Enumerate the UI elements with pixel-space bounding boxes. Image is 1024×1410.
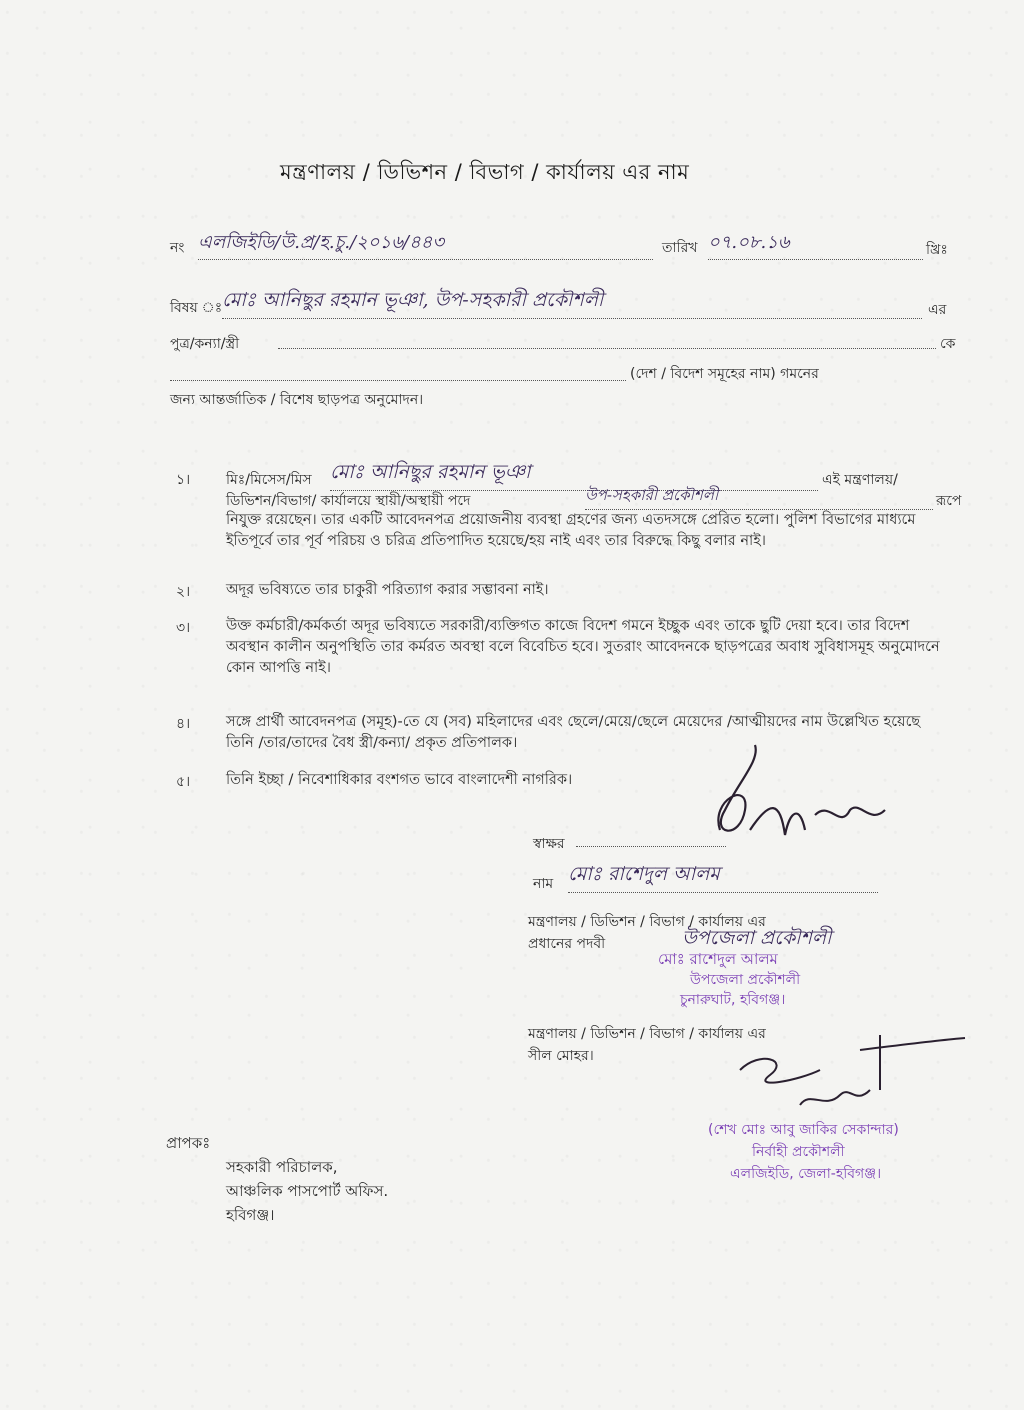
date-value: ০৭.০৮.১৬ [708, 228, 923, 260]
subject-line3: জন্য আন্তর্জাতিক / বিশেষ ছাড়পত্র অনুমোদন। [170, 392, 424, 408]
seal-line1: মন্ত্রণালয় / ডিভিশন / বিভাগ / কার্যালয় এর [528, 1026, 766, 1042]
para-1-number: ১। [176, 472, 191, 488]
subject-value: মোঃ আনিছুর রহমান ভূঞা, উপ-সহকারী প্রকৌশলী [222, 286, 922, 319]
ref-no-value: এলজিইডি/উ.প্র/হ.চু./২০১৬/৪৪৩ [198, 228, 653, 260]
para-1-text3: রূপে [936, 493, 962, 509]
para-3-text: উক্ত কর্মচারী/কর্মকর্তা অদূর ভবিষ্যতে সরকারী/ব্যক্তিগত কাজে বিদেশ গমনে ইচ্ছুক এবং তাকে ছুটি দেয়া হবে। তার বিদেশ অবস্থান কালীন অনুপস্থিতি তার কর্মরত অবস্থা বলে বিবেচিত হবে। সুতরাং আবেদনকে ছাড়পত্রের অবাধ সুবিধাসমূহ অনুমোদনে কোন আপত্তি নাই। [226, 618, 940, 676]
stamp-2-line1: (শেখ মোঃ আবু জাকির সেকান্দার) [708, 1122, 899, 1138]
stamp-1-line1: মোঃ রাশেদুল আলম [658, 950, 778, 968]
para-1-text1: এই মন্ত্রণালয়/ [822, 472, 898, 488]
countries-blank [170, 366, 626, 381]
para-5-text: তিনি ইচ্ছা / নিবেশাধিকার বংশগত ভাবে বাংলাদেশী নাগরিক। [226, 772, 573, 788]
seal-line2: সীল মোহর। [528, 1048, 594, 1064]
date-suffix: খ্রিঃ [926, 242, 948, 258]
stamp-1-line3: চুনারুঘাট, হবিগঞ্জ। [680, 992, 786, 1008]
relation-blank [278, 334, 936, 349]
stamp-1-line2: উপজেলা প্রকৌশলী [690, 972, 801, 988]
office-line1: মন্ত্রণালয় / ডিভিশন / বিভাগ / কার্যালয় এর [528, 914, 766, 930]
para-1-prefix: মিঃ/মিসেস/মিস [226, 472, 312, 488]
recipient-line1: সহকারী পরিচালক, [226, 1158, 338, 1176]
subject-suffix: এর [928, 302, 947, 318]
para-1-rest: নিযুক্ত রয়েছেন। তার একটি আবেদনপত্র প্রয়োজনীয় ব্যবস্থা গ্রহণের জন্য এতদসঙ্গে প্রেরিত হলো। পুলিশ বিভাগের মাধ্যমে ইতিপূর্বে তার পূর্ব পরিচয় ও চরিত্র প্রতিপাদিত হয়েছে/হয় নাই এবং তার বিরুদ্ধে কিছু বলার নাই। [226, 512, 916, 549]
ref-no-label: নং [170, 240, 185, 256]
para-4-text: সঙ্গে প্রার্থী আবেদনপত্র (সমূহ)-তে যে (সব) মহিলাদের এবং ছেলে/মেয়ে/ছেলে মেয়েদের /আত্মীয়দের নাম উল্লেখিত হয়েছে তিনি /তার/তাদের বৈধ স্ত্রী/কন্যা/ প্রকৃত প্রতিপালক। [226, 714, 921, 751]
para-1-text2: ডিভিশন/বিভাগ/ কার্যালয়ে স্থায়ী/অস্থায়ী পদে [226, 493, 471, 509]
name-value: মোঃ রাশেদুল আলম [568, 860, 878, 893]
sign-label: স্বাক্ষর [533, 836, 565, 852]
sign-blank [576, 840, 726, 847]
subject-label: বিষয় ঃ [170, 300, 223, 316]
para-2-number: ২। [176, 584, 191, 600]
para-4-number: ৪। [176, 716, 191, 732]
recipient-label: প্রাপকঃ [166, 1134, 211, 1152]
date-label: তারিখ [662, 240, 698, 256]
para-5-number: ৫। [176, 774, 191, 790]
office-line2: প্রধানের পদবী [528, 936, 606, 952]
signature-scribble-2 [730, 1030, 970, 1120]
page-title: মন্ত্রণালয় / ডিভিশন / বিভাগ / কার্যালয় এর নাম [280, 160, 690, 184]
stamp-2-line3: এলজিইডি, জেলা-হবিগঞ্জ। [730, 1166, 882, 1182]
para-1-post: উপ-সহকারী প্রকৌশলী [585, 484, 933, 510]
recipient-line3: হবিগঞ্জ। [226, 1206, 275, 1224]
para-3-number: ৩। [176, 620, 191, 636]
recipient-line2: আঞ্চলিক পাসপোর্ট অফিস. [226, 1182, 389, 1200]
countries-label: (দেশ / বিদেশ সমূহের নাম) গমনের [630, 366, 819, 382]
relation-label: পুত্র/কন্যা/স্ত্রী [170, 336, 240, 352]
name-label: নাম [533, 876, 554, 892]
para-2-text: অদূর ভবিষ্যতে তার চাকুরী পরিত্যাগ করার সম্ভাবনা নাই। [226, 582, 549, 598]
ke-label: কে [940, 336, 956, 352]
designation-value: উপজেলা প্রকৌশলী [682, 927, 832, 949]
para-1-name: মোঃ আনিছুর রহমান ভূঞা [330, 458, 818, 491]
stamp-2-line2: নির্বাহী প্রকৌশলী [752, 1144, 845, 1160]
